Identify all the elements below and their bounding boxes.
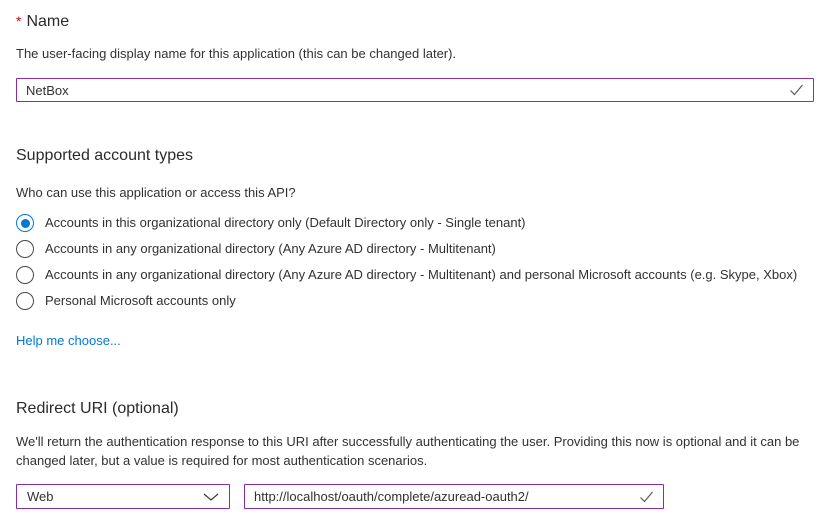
name-section-title [16,11,814,32]
radio-selected-icon[interactable] [16,214,34,232]
account-types-question: Who can use this application or access this API? [16,185,296,200]
radio-unselected-icon[interactable] [16,292,34,310]
account-types-section-title: Supported account types [16,147,194,164]
radio-unselected-icon[interactable] [16,266,34,284]
name-textfield[interactable] [16,78,814,102]
account-type-option-label: Accounts in any organizational directory (Any Azure AD directory - Multitenant) [45,241,496,256]
account-type-option-label: Accounts in any organizational directory (Any Azure AD directory - Multitenant) and personal Microsoft accounts (e.g. Skype, Xbox) [45,267,798,282]
valid-checkmark-icon [789,84,804,96]
chevron-down-icon [203,493,219,501]
redirect-uri-section-title: Redirect URI (optional) [16,400,179,417]
account-type-option[interactable] [16,288,814,314]
account-type-option[interactable] [16,236,814,262]
name-description: The user-facing display name for this application (this can be changed later). [16,46,457,61]
redirect-uri-textfield[interactable] [244,484,664,509]
account-type-option-label: Personal Microsoft accounts only [45,293,236,308]
platform-select-value: Web [27,489,54,504]
account-type-option-label: Accounts in this organizational directory only (Default Directory only - Single tenant) [45,215,526,230]
valid-checkmark-icon [639,491,654,503]
name-title-text: Name [26,13,70,30]
account-type-option[interactable] [16,210,814,236]
required-asterisk: * [16,13,22,29]
name-input[interactable] [26,83,781,98]
redirect-uri-description [16,432,814,470]
radio-unselected-icon[interactable] [16,240,34,258]
redirect-uri-row [16,484,814,509]
account-type-radio-group [16,210,814,314]
platform-select[interactable] [16,484,230,509]
redirect-uri-description-line2: changed later, but a value is required for most authentication scenarios. [16,453,428,468]
account-type-option[interactable] [16,262,814,288]
redirect-uri-input[interactable] [254,489,631,504]
help-me-choose-link[interactable]: Help me choose... [16,333,121,348]
redirect-uri-description-line1: We'll return the authentication response to this URI after successfully authenticating the user. Providing this now is optional and it can be [16,434,800,449]
